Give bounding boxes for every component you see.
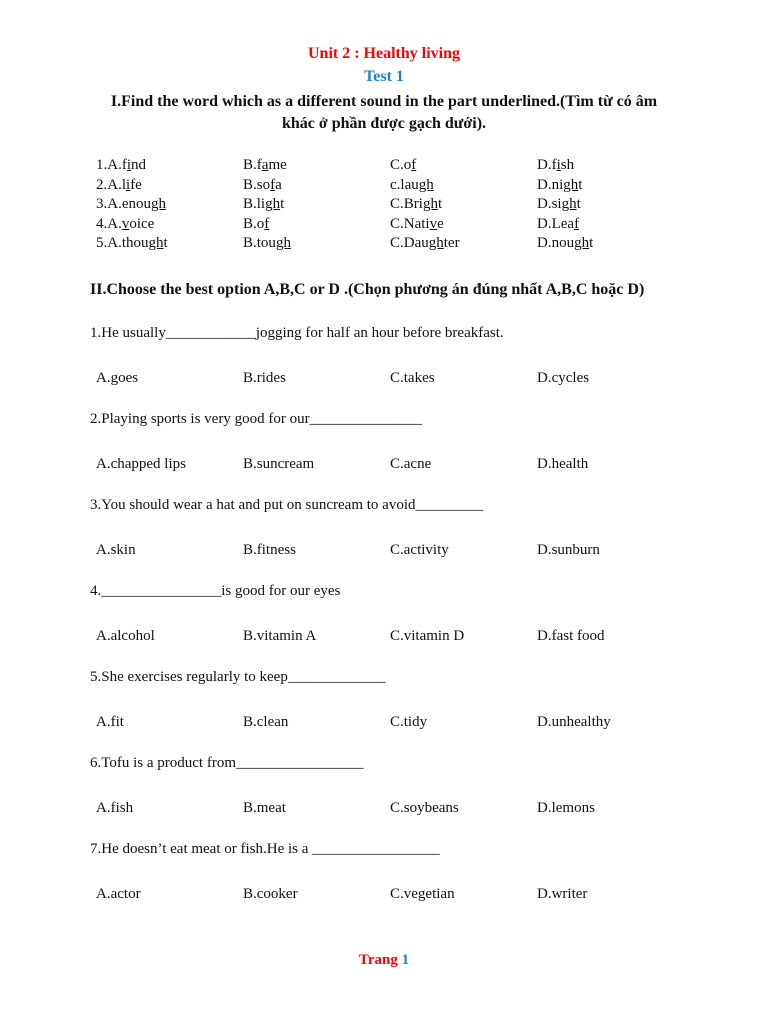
section1-instruction-line1: I.Find the word which as a different sound in the part underlined.(Tìm từ có âm: [110, 93, 658, 110]
word-option: B.fame: [243, 157, 287, 173]
option-c: C.takes: [390, 370, 435, 386]
word-option: D.fish: [537, 157, 575, 173]
option-a: A.skin: [96, 542, 136, 558]
page-number: 1: [401, 952, 410, 968]
word-option: C.Bright: [390, 196, 443, 212]
page-footer: [0, 952, 768, 969]
question-text: 1.He usually____________jogging for half an hour before breakfast.: [90, 325, 504, 341]
unit-title: Unit 2 : Healthy living: [307, 45, 460, 62]
option-d: D.writer: [537, 886, 588, 902]
word-option: 3.A.enough: [96, 196, 167, 212]
answer-options: [96, 714, 696, 734]
answer-options: [96, 456, 696, 476]
word-option: c.laugh: [390, 176, 434, 193]
option-b: B.clean: [243, 714, 289, 730]
question-text: 6.Tofu is a product from_________________: [90, 755, 364, 771]
option-a: A.fit: [96, 714, 124, 730]
test-title: Test 1: [364, 68, 404, 85]
option-d: D.unhealthy: [537, 714, 611, 730]
word-option: B.light: [243, 196, 285, 212]
word-option: D.Leaf: [537, 215, 580, 232]
word-option: D.night: [537, 176, 583, 193]
word-option: 5.A.thought: [96, 235, 168, 251]
option-d: D.sunburn: [537, 542, 600, 558]
word-option: B.tough: [243, 235, 291, 251]
page-label: Trang: [358, 952, 398, 968]
word-option: C.Native: [390, 215, 444, 232]
word-option: 1.A.find: [96, 157, 147, 173]
option-a: A.actor: [96, 886, 141, 902]
word-option: B.sofa: [243, 176, 282, 193]
option-c: C.soybeans: [390, 800, 459, 816]
question-text: 2.Playing sports is very good for our_______________: [90, 411, 423, 427]
question-text: 4.________________is good for our eyes: [90, 583, 341, 599]
option-a: A.goes: [96, 370, 139, 386]
section1-instruction-line2: khác ở phần được gạch dưới).: [281, 115, 487, 132]
word-option: C.of: [390, 157, 417, 173]
section1-instruction: [0, 91, 768, 135]
word-option: D.nought: [537, 235, 594, 251]
word-option: C.Daughter: [390, 235, 460, 251]
option-d: D.lemons: [537, 800, 595, 816]
option-a: A.fish: [96, 800, 134, 816]
answer-options: [96, 628, 696, 648]
question-text: 5.She exercises regularly to keep_____________: [90, 669, 386, 685]
option-d: D.fast food: [537, 628, 605, 644]
option-b: B.rides: [243, 370, 286, 386]
answer-options: [96, 542, 696, 562]
answer-options: [96, 886, 696, 906]
option-c: C.tidy: [390, 714, 428, 730]
question-text: 7.He doesn’t eat meat or fish.He is a _________________: [90, 841, 440, 857]
option-c: C.vitamin D: [390, 628, 465, 644]
word-option: 2.A.life: [96, 176, 142, 193]
option-c: C.vegetian: [390, 886, 455, 902]
word-option: 4.A.voice: [96, 215, 155, 232]
option-d: D.cycles: [537, 370, 590, 386]
option-a: A.alcohol: [96, 628, 155, 644]
option-b: B.meat: [243, 800, 286, 816]
question-text: 3.You should wear a hat and put on suncream to avoid_________: [90, 497, 484, 513]
option-b: B.suncream: [243, 456, 315, 472]
answer-options: [96, 370, 696, 390]
answer-options: [96, 800, 696, 820]
word-option: B.of: [243, 215, 270, 232]
option-b: B.vitamin A: [243, 628, 317, 644]
section2-instruction: II.Choose the best option A,B,C or D .(Chọn phương án đúng nhất A,B,C hoặc D): [90, 281, 645, 298]
word-option: D.sight: [537, 196, 581, 212]
option-d: D.health: [537, 456, 589, 472]
option-c: C.activity: [390, 542, 449, 558]
option-c: C.acne: [390, 456, 432, 472]
option-a: A.chapped lips: [96, 456, 186, 472]
option-b: B.cooker: [243, 886, 298, 902]
option-b: B.fitness: [243, 542, 296, 558]
